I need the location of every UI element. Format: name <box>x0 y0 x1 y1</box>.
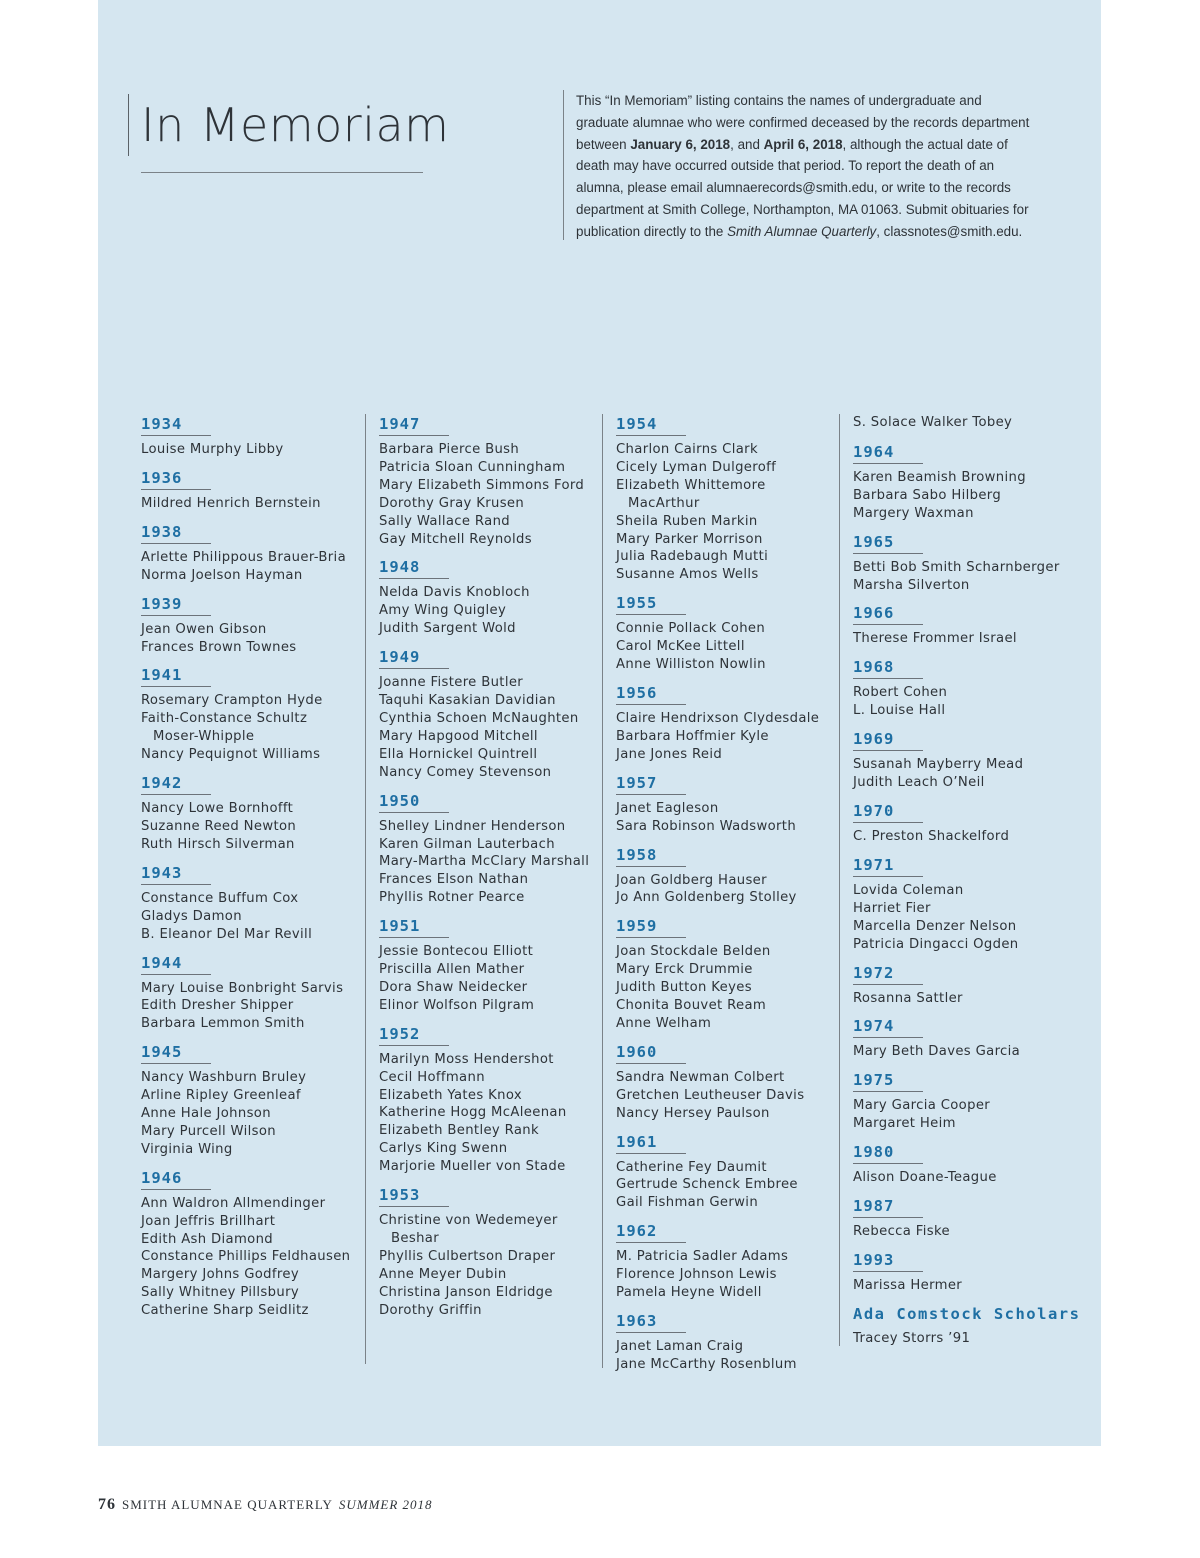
name-entry: Mildred Henrich Bernstein <box>141 495 321 511</box>
class-year-heading: 1936 <box>141 468 211 490</box>
class-year-group <box>616 845 844 908</box>
class-year-group <box>616 414 844 584</box>
class-year-group <box>853 603 1081 648</box>
intro-text-2: , and <box>730 136 764 152</box>
name-entry: Catherine Fey Daumit <box>616 1159 767 1175</box>
class-year-group <box>141 468 369 513</box>
memorial-column-4 <box>839 414 1081 1346</box>
name-entry: Robert Cohen <box>853 685 948 701</box>
name-entry: Barbara Pierce Bush <box>379 442 520 457</box>
name-entry: S. Solace Walker Tobey <box>853 415 1013 430</box>
class-year-heading: 1955 <box>616 593 686 615</box>
class-year-group <box>141 665 369 764</box>
name-entry: Carlys King Swenn <box>379 1141 508 1157</box>
class-year-group <box>379 414 607 548</box>
class-year-heading: 1945 <box>141 1042 211 1064</box>
class-year-group <box>141 1168 369 1320</box>
name-entry: Judith Leach O’Neil <box>853 775 985 791</box>
name-entry: Ann Waldron Allmendinger <box>141 1195 326 1211</box>
name-entry: Anne Welham <box>616 1015 712 1031</box>
name-entry: Phyllis Culbertson Draper <box>379 1248 556 1264</box>
class-year-group <box>616 1042 844 1123</box>
name-entry: Constance Phillips Feldhausen <box>141 1249 351 1265</box>
class-year-group <box>141 773 369 854</box>
name-entry: Phyllis Rotner Pearce <box>379 890 525 906</box>
class-year-heading: 1970 <box>853 801 923 823</box>
name-entry: Priscilla Allen Mather <box>379 962 525 978</box>
name-entry: Gail Fishman Gerwin <box>616 1195 759 1211</box>
class-year-heading: 1963 <box>616 1311 686 1333</box>
name-entry: Ruth Hirsch Silverman <box>141 836 295 852</box>
intro-date-end: April 6, 2018 <box>763 136 843 152</box>
class-year-heading: 1961 <box>616 1132 686 1154</box>
name-entry: Beshar <box>391 1231 439 1246</box>
name-entry: Jo Ann Goldenberg Stolley <box>616 890 797 906</box>
class-year-group <box>379 557 607 638</box>
name-entry: Joan Jeffris Brillhart <box>141 1213 276 1229</box>
name-entry: Nancy Washburn Bruley <box>141 1070 307 1086</box>
class-year-group <box>141 953 369 1034</box>
class-year-group <box>853 963 1081 1008</box>
name-entry: Nelda Davis Knobloch <box>379 585 530 601</box>
name-entry: Judith Button Keyes <box>616 980 752 996</box>
name-entry: Jane McCarthy Rosenblum <box>616 1356 797 1372</box>
name-entry: Barbara Hoffmier Kyle <box>616 728 769 744</box>
class-year-group <box>616 916 844 1033</box>
class-year-group <box>379 1024 607 1176</box>
name-entry: Arline Ripley Greenleaf <box>141 1088 301 1104</box>
name-entry: Christine von Wedemeyer <box>379 1213 558 1229</box>
class-year-group <box>379 916 607 1015</box>
class-year-heading: 1957 <box>616 773 686 795</box>
class-year-group <box>853 657 1081 720</box>
name-entry: Elizabeth Bentley Rank <box>379 1123 539 1139</box>
memorial-column-2 <box>365 414 607 1364</box>
class-year-group <box>853 729 1081 792</box>
name-entry: Anne Williston Nowlin <box>616 657 766 673</box>
name-entry: L. Louise Hall <box>853 703 946 719</box>
name-entry: Marissa Hermer <box>853 1277 963 1293</box>
name-entry: B. Eleanor Del Mar Revill <box>141 926 313 942</box>
class-year-heading: 1965 <box>853 532 923 554</box>
name-entry: Constance Buffum Cox <box>141 890 299 906</box>
name-entry: Betti Bob Smith Scharnberger <box>853 559 1060 575</box>
class-year-heading: 1959 <box>616 916 686 938</box>
intro-text-3: , although the actual date of death may have occurred outside that period. To report the death of an alumna, please email alumnaerecords@smith.edu, or write to the records department at Smith College, Northampton, MA 01063. Submit obituaries for publication directly to the <box>576 136 1029 239</box>
page-footer <box>98 1496 433 1514</box>
name-entry: Nancy Comey Stevenson <box>379 764 552 780</box>
class-year-heading: 1946 <box>141 1168 211 1190</box>
name-entry: Sandra Newman Colbert <box>616 1069 785 1085</box>
name-entry: Barbara Lemmon Smith <box>141 1016 305 1032</box>
class-year-group <box>616 683 844 764</box>
name-entry: Karen Gilman Lauterbach <box>379 836 555 852</box>
class-year-heading: 1960 <box>616 1042 686 1064</box>
name-entry: Edith Ash Diamond <box>141 1231 274 1247</box>
class-year-group <box>853 1250 1081 1295</box>
class-year-group <box>853 1196 1081 1241</box>
class-year-heading: 1993 <box>853 1250 923 1272</box>
class-year-heading: 1987 <box>853 1196 923 1218</box>
intro-text-1: This “In Memoriam” listing contains the names of undergraduate and graduate alumnae who were confirmed deceased by the records department between <box>576 93 1030 152</box>
class-year-group <box>853 1142 1081 1187</box>
name-entry: Barbara Sabo Hilberg <box>853 487 1002 503</box>
class-year-group <box>853 532 1081 595</box>
name-entry: Mary-Martha McClary Marshall <box>379 854 590 870</box>
class-year-group <box>141 863 369 944</box>
class-year-group <box>379 647 607 781</box>
class-year-heading: 1941 <box>141 665 211 687</box>
class-year-group <box>616 1132 844 1213</box>
name-entry: Anne Hale Johnson <box>141 1106 271 1122</box>
name-entry: Dorothy Griffin <box>379 1302 482 1318</box>
name-entry: Frances Elson Nathan <box>379 872 529 888</box>
name-entry: Tracey Storrs ’91 <box>853 1330 971 1346</box>
name-entry: Elinor Wolfson Pilgram <box>379 997 535 1013</box>
class-year-heading: 1966 <box>853 603 923 625</box>
intro-paragraph <box>563 90 1036 240</box>
page-title: In Memoriam <box>141 98 450 152</box>
class-year-heading: 1943 <box>141 863 211 885</box>
class-year-heading: 1974 <box>853 1016 923 1038</box>
name-entry: Joan Stockdale Belden <box>616 944 771 960</box>
name-entry: Norma Joelson Hayman <box>141 567 303 583</box>
class-year-heading: 1962 <box>616 1221 686 1243</box>
name-entry: Amy Wing Quigley <box>379 603 507 619</box>
name-entry: Dorothy Gray Krusen <box>379 495 525 511</box>
name-entry: Janet Laman Craig <box>616 1339 744 1354</box>
class-year-group <box>853 1070 1081 1133</box>
name-entry: Elizabeth Yates Knox <box>379 1087 523 1103</box>
name-entry: Gladys Damon <box>141 908 242 924</box>
name-entry: Marcella Denzer Nelson <box>853 918 1017 934</box>
name-entry: Shelley Lindner Henderson <box>379 818 566 834</box>
name-entry: Katherine Hogg McAleenan <box>379 1105 567 1121</box>
name-entry: Frances Brown Townes <box>141 639 297 655</box>
class-year-heading: 1964 <box>853 442 923 464</box>
name-entry: Jean Owen Gibson <box>141 621 267 637</box>
name-entry: MacArthur <box>628 495 700 511</box>
class-year-heading: 1968 <box>853 657 923 679</box>
name-entry: Cicely Lyman Dulgeroff <box>616 459 777 475</box>
intro-publication: Smith Alumnae Quarterly <box>727 223 877 239</box>
name-entry: Gertrude Schenck Embree <box>616 1177 798 1193</box>
name-entry: Lovida Coleman <box>853 882 964 898</box>
class-year-heading: 1942 <box>141 773 211 795</box>
name-entry: Dora Shaw Neidecker <box>379 979 528 995</box>
name-entry: Sara Robinson Wadsworth <box>616 818 797 834</box>
name-entry: Margery Waxman <box>853 505 974 521</box>
title-divider <box>141 172 423 173</box>
class-year-heading: 1949 <box>379 647 449 669</box>
class-year-heading: 1972 <box>853 963 923 985</box>
class-year-heading: 1971 <box>853 855 923 877</box>
name-entry: Alison Doane-Teague <box>853 1170 997 1186</box>
name-entry: Catherine Sharp Seidlitz <box>141 1303 309 1319</box>
name-entry: Sally Whitney Pillsbury <box>141 1285 300 1301</box>
class-year-heading: 1975 <box>853 1070 923 1092</box>
class-year-heading: 1947 <box>379 414 449 436</box>
class-year-heading: 1948 <box>379 557 449 579</box>
class-year-heading: 1980 <box>853 1142 923 1164</box>
name-entry: Marsha Silverton <box>853 577 970 593</box>
name-entry: Elizabeth Whittemore <box>616 477 766 493</box>
name-entry: Karen Beamish Browning <box>853 469 1026 485</box>
name-entry: Margery Johns Godfrey <box>141 1267 299 1283</box>
class-year-heading: 1934 <box>141 414 211 436</box>
name-entry: Jane Jones Reid <box>616 746 723 762</box>
name-entry: Judith Sargent Wold <box>379 621 516 637</box>
name-entry: Florence Johnson Lewis <box>616 1267 777 1283</box>
class-year-heading: 1952 <box>379 1024 449 1046</box>
name-entry: Edith Dresher Shipper <box>141 998 294 1014</box>
class-year-group <box>616 1221 844 1302</box>
class-year-group <box>853 855 1081 954</box>
name-entry: Susanne Amos Wells <box>616 567 759 583</box>
class-year-heading: 1939 <box>141 594 211 616</box>
intro-date-start: January 6, 2018 <box>630 136 731 152</box>
name-entry: Mary Parker Morrison <box>616 531 763 547</box>
class-year-group <box>379 791 607 908</box>
section-heading: Ada Comstock Scholars <box>853 1304 1081 1323</box>
name-entry: Faith-Constance Schultz <box>141 711 308 727</box>
name-entry: Margaret Heim <box>853 1116 956 1132</box>
class-year-group <box>853 1304 1081 1348</box>
name-entry: Janet Eagleson <box>616 800 719 816</box>
class-year-group <box>141 522 369 585</box>
name-entry: Marilyn Moss Hendershot <box>379 1051 554 1067</box>
name-entry: Christina Janson Eldridge <box>379 1284 553 1300</box>
class-year-heading: 1950 <box>379 791 449 813</box>
name-entry: Joanne Fistere Butler <box>379 675 524 691</box>
name-entry: Rosemary Crampton Hyde <box>141 693 323 709</box>
class-year-heading: 1951 <box>379 916 449 938</box>
name-entry: Ella Hornickel Quintrell <box>379 746 538 762</box>
class-year-group <box>853 1016 1081 1061</box>
name-entry: Nancy Lowe Bornhofft <box>141 801 294 817</box>
class-year-group <box>853 801 1081 846</box>
class-year-group <box>141 414 369 459</box>
name-entry: Mary Hapgood Mitchell <box>379 728 538 744</box>
name-entry: Nancy Hersey Paulson <box>616 1105 770 1121</box>
name-entry: Jessie Bontecou Elliott <box>379 944 534 960</box>
name-entry: Joan Goldberg Hauser <box>616 872 767 888</box>
name-entry: Sally Wallace Rand <box>379 513 511 529</box>
issue-label: SUMMER 2018 <box>338 1497 433 1512</box>
class-year-group <box>616 773 844 836</box>
name-entry: Anne Meyer Dubin <box>379 1266 507 1282</box>
name-entry: Patricia Dingacci Ogden <box>853 936 1019 952</box>
name-entry: Rosanna Sattler <box>853 990 963 1006</box>
magazine-name: SMITH ALUMNAE QUARTERLY <box>122 1497 333 1512</box>
name-entry: Mary Garcia Cooper <box>853 1098 991 1114</box>
name-entry: Mary Erck Drummie <box>616 962 753 978</box>
name-entry: Cynthia Schoen McNaughten <box>379 710 579 726</box>
class-year-heading: 1958 <box>616 845 686 867</box>
class-year-heading: 1956 <box>616 683 686 705</box>
class-year-group <box>141 594 369 657</box>
class-year-group <box>141 1042 369 1159</box>
name-entry: Marjorie Mueller von Stade <box>379 1159 566 1175</box>
name-entry: Moser-Whipple <box>153 729 255 745</box>
class-year-heading: 1954 <box>616 414 686 436</box>
name-entry: Mary Elizabeth Simmons Ford <box>379 477 585 493</box>
title-block <box>128 94 449 156</box>
page-number: 76 <box>98 1496 116 1513</box>
name-entry: Gretchen Leutheuser Davis <box>616 1087 805 1103</box>
name-entry: Suzanne Reed Newton <box>141 818 297 834</box>
class-year-group <box>616 593 844 674</box>
name-entry: Louise Murphy Libby <box>141 442 284 457</box>
name-entry: Nancy Pequignot Williams <box>141 747 321 763</box>
name-entry: Mary Beth Daves Garcia <box>853 1044 1021 1060</box>
name-entry: M. Patricia Sadler Adams <box>616 1249 789 1265</box>
name-entry: Julia Radebaugh Mutti <box>616 549 769 565</box>
memorial-column-1 <box>141 414 369 1329</box>
name-entry: C. Preston Shackelford <box>853 828 1010 844</box>
name-entry: Charlon Cairns Clark <box>616 442 758 457</box>
name-entry: Susanah Mayberry Mead <box>853 757 1024 773</box>
name-entry: Taquhi Kasakian Davidian <box>379 693 556 709</box>
name-entry: Rebecca Fiske <box>853 1224 950 1240</box>
name-entry: Mary Louise Bonbright Sarvis <box>141 980 344 996</box>
name-entry: Cecil Hoffmann <box>379 1069 485 1085</box>
class-year-group <box>616 1311 844 1374</box>
memorial-column-3 <box>602 414 844 1372</box>
name-entry: Gay Mitchell Reynolds <box>379 531 532 547</box>
class-year-group <box>853 442 1081 523</box>
class-year-heading: 1938 <box>141 522 211 544</box>
name-entry: Patricia Sloan Cunningham <box>379 459 566 475</box>
name-entry: Claire Hendrixson Clydesdale <box>616 710 820 726</box>
name-entry: Pamela Heyne Widell <box>616 1285 762 1301</box>
name-entry: Therese Frommer Israel <box>853 631 1017 647</box>
name-entry: Sheila Ruben Markin <box>616 513 758 529</box>
name-entry: Virginia Wing <box>141 1141 233 1157</box>
class-year-heading: 1969 <box>853 729 923 751</box>
name-entry: Mary Purcell Wilson <box>141 1123 276 1139</box>
name-entry: Harriet Fier <box>853 900 931 916</box>
name-entry: Arlette Philippous Brauer-Bria <box>141 549 347 565</box>
class-year-heading: 1953 <box>379 1185 449 1207</box>
class-year-heading: 1944 <box>141 953 211 975</box>
name-entry: Connie Pollack Cohen <box>616 621 766 637</box>
name-entry: Carol McKee Littell <box>616 639 745 655</box>
intro-text-4: , classnotes@smith.edu. <box>876 223 1023 239</box>
class-year-group <box>379 1185 607 1319</box>
name-entry: Chonita Bouvet Ream <box>616 998 767 1014</box>
